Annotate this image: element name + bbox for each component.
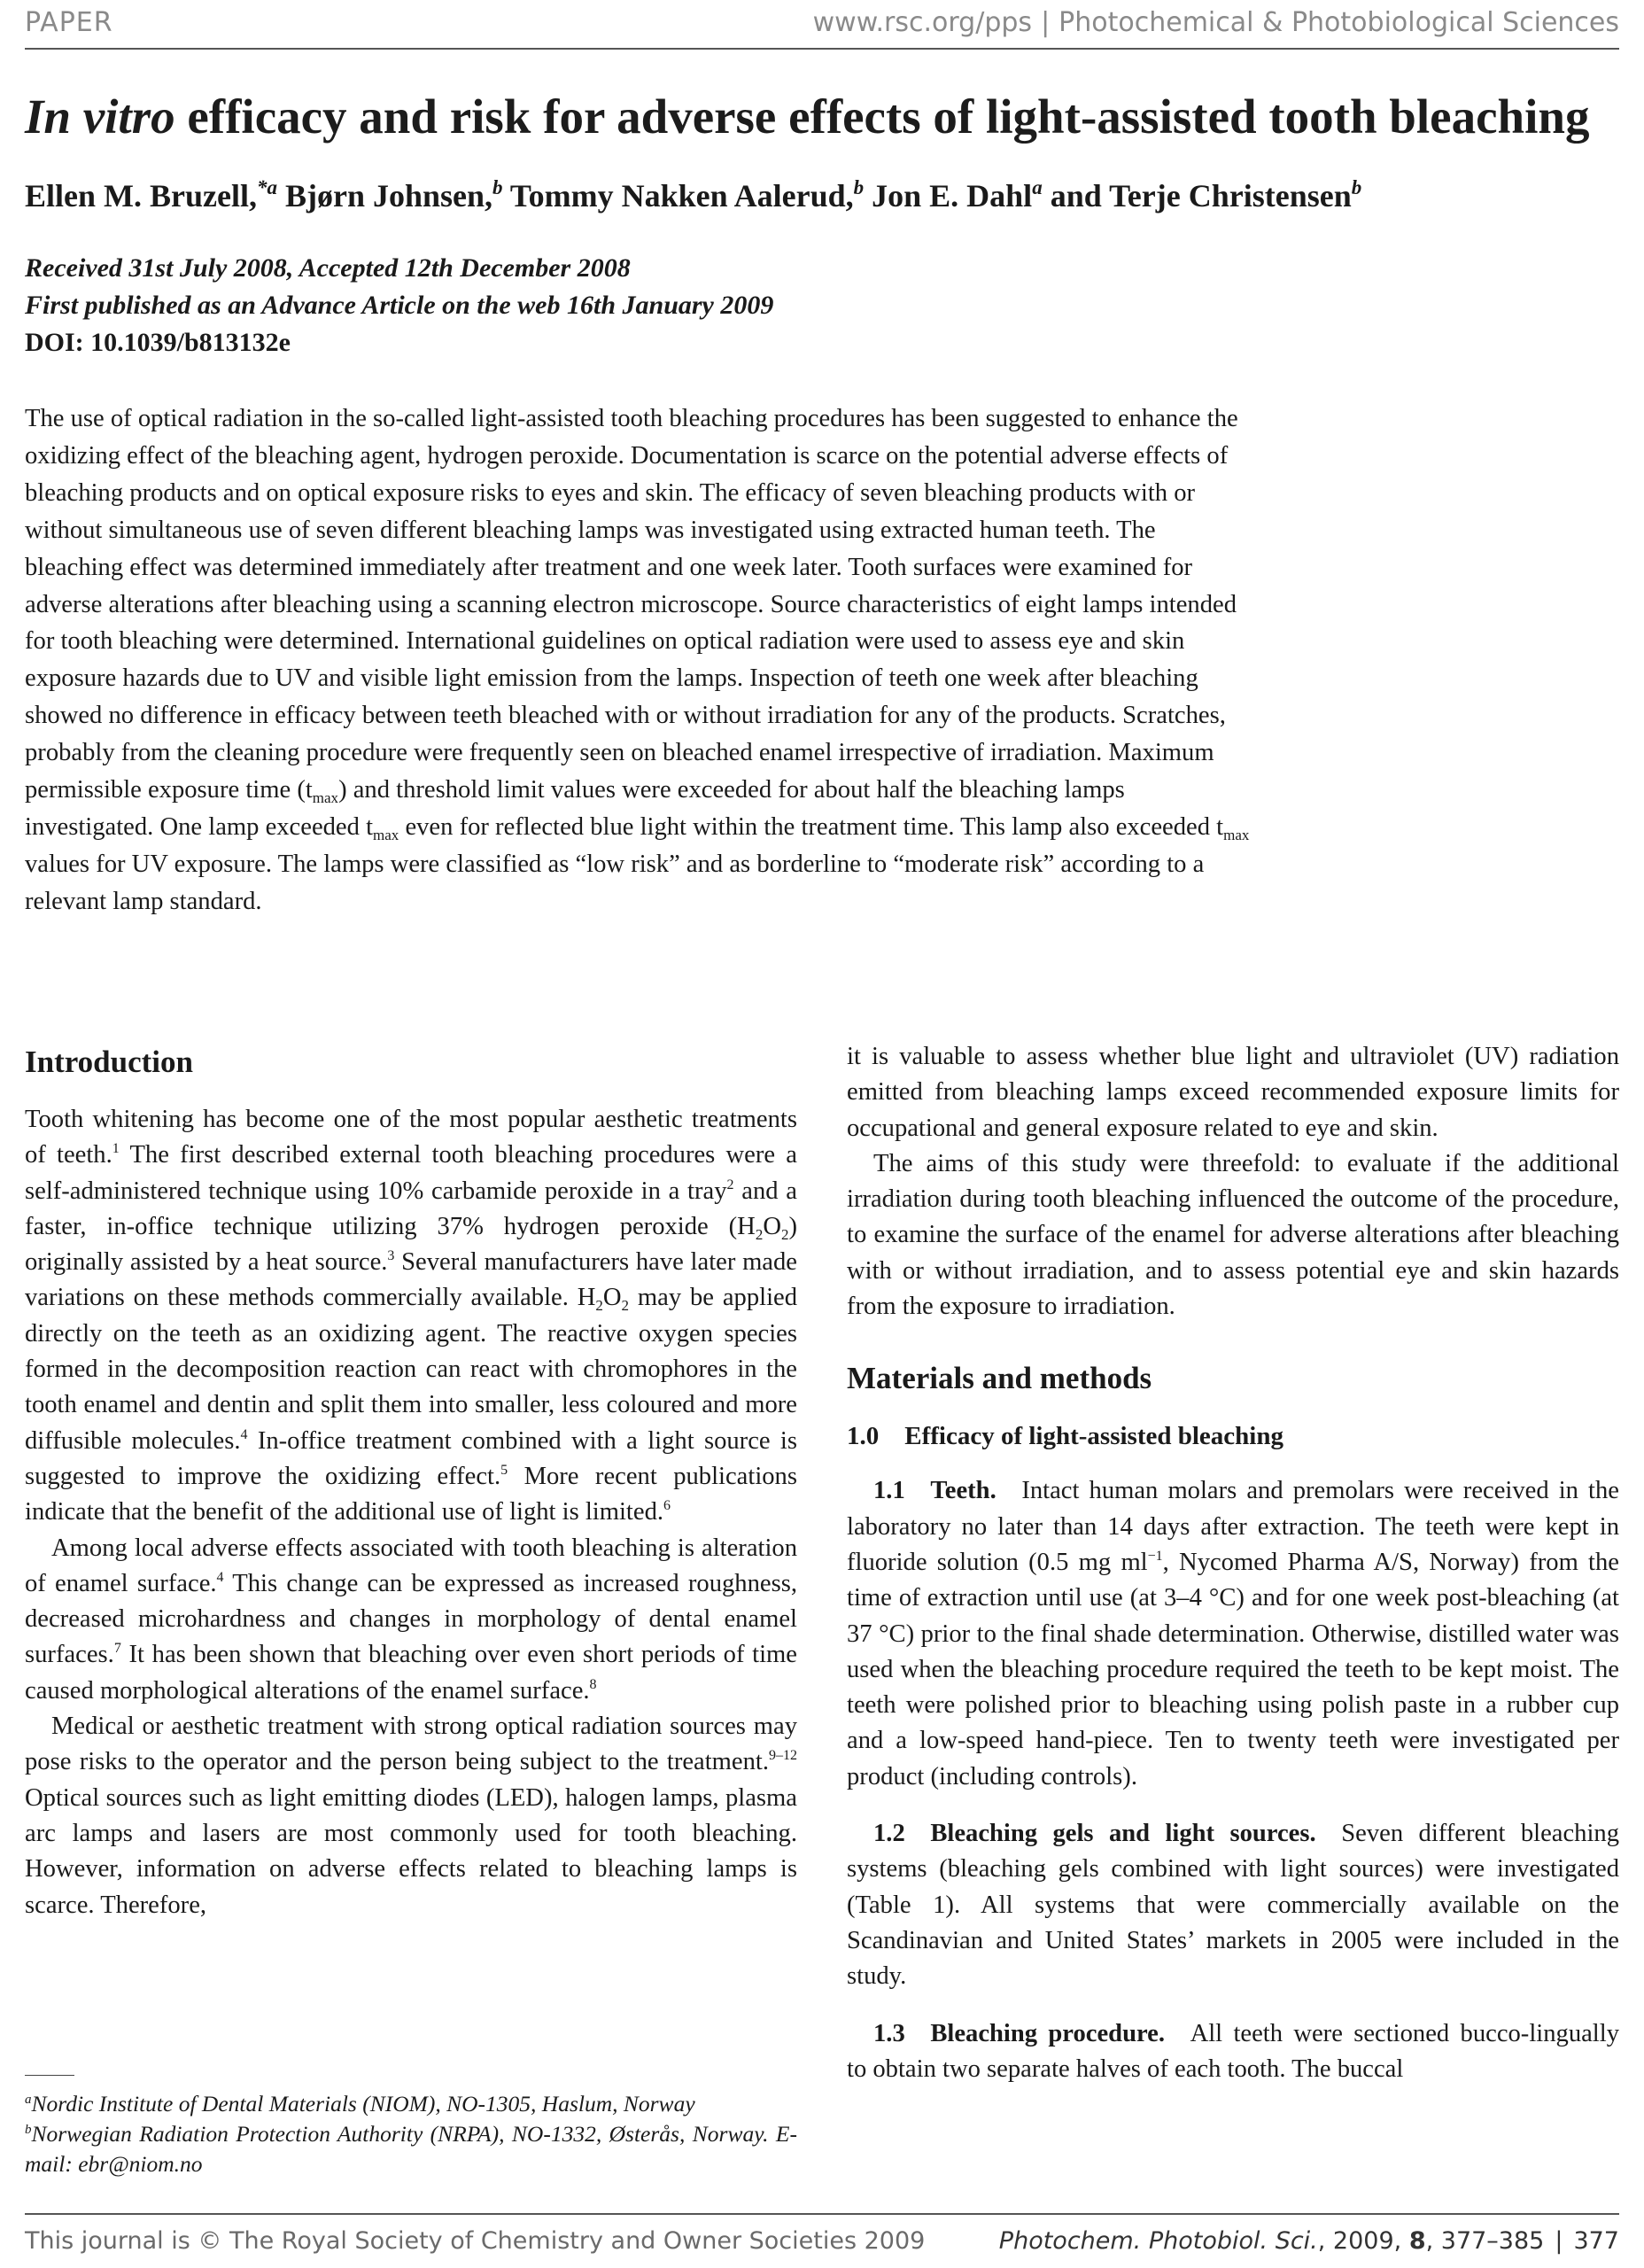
affiliation-footnotes	[25, 2089, 797, 2179]
author-name: Ellen M. Bruzell,	[25, 178, 257, 214]
methods-heading: Materials and methods	[847, 1361, 1152, 1396]
received-date: Received 31st July 2008, Accepted 12th December 2008	[25, 253, 631, 283]
abstract-text: even for reflected blue light within the treatment time. This lamp also exceeded t	[399, 812, 1224, 841]
footnote-a	[25, 2089, 797, 2119]
paragraph-text: may be applied directly on the teeth as an oxidizing agent. The reactive oxygen species formed in the decomposition reaction can react with chromophores in the tooth enamel and dentin and split them into smaller, less coloured and more diffusible molecules.	[25, 1284, 798, 1455]
paragraph-text: and a faster, in-office technique utilizing 37% hydrogen peroxide (H	[25, 1177, 797, 1240]
right-column	[847, 1039, 1619, 2087]
doi-link[interactable]: DOI: 10.1039/b813132e	[25, 328, 291, 357]
author-list	[25, 174, 1619, 218]
footnote-mark: a	[25, 2093, 32, 2107]
author-affiliation: b	[492, 176, 503, 198]
volume-number: 8	[1408, 2227, 1426, 2255]
spacer	[847, 1324, 1619, 1356]
subscript: 2	[595, 1297, 603, 1315]
methods-paragraph	[847, 1816, 1619, 1994]
header-right	[813, 7, 1619, 38]
citation-ref[interactable]: 4	[216, 1569, 224, 1585]
paragraph-text: Medical or aesthetic treatment with strong optical radiation sources may pose risks to the operator and the person being subject to the treatment.	[25, 1713, 797, 1776]
page-footer	[25, 2213, 1619, 2266]
citation-ref[interactable]: 8	[589, 1676, 597, 1692]
footnote-text: Nordic Institute of Dental Materials (NIOM), NO-1305, Haslum, Norway	[31, 2091, 695, 2117]
citation-ref[interactable]: 5	[500, 1462, 508, 1478]
runin-heading: 1.1 Teeth.	[873, 1477, 996, 1505]
footnote-rule	[25, 2075, 74, 2076]
subscript: max	[1223, 826, 1250, 843]
subsection-heading: 1.0 Efficacy of light-assisted bleaching	[847, 1422, 1283, 1451]
paragraph-text: Several manufacturers have later made variations on these methods commercially available. H	[25, 1248, 797, 1312]
subscript: 2	[780, 1225, 789, 1243]
subscript: 2	[755, 1225, 764, 1243]
author-affiliation: *a	[256, 176, 277, 198]
methods-paragraph	[847, 2016, 1619, 2088]
paragraph-text: Intact human molars and premolars were received in the laboratory no later than 14 days after extraction. The teeth were kept in fluoride solution (0.5 mg ml	[847, 1477, 1619, 1576]
intro-paragraph	[25, 1102, 797, 1531]
intro-paragraph	[25, 1709, 797, 1923]
spacer	[847, 1795, 1619, 1816]
section-label: PAPER	[25, 7, 113, 38]
subscript: max	[373, 826, 399, 843]
left-column	[25, 1040, 797, 1923]
paragraph-text: Tooth whitening has become one of the most popular aesthetic treatments of teeth.	[25, 1106, 797, 1169]
subscript: 2	[621, 1297, 630, 1315]
paragraph-text: All teeth were sectioned bucco-lingually to obtain two separate halves of each tooth. The buccal	[847, 2019, 1619, 2083]
author-affiliation: b	[1351, 176, 1362, 198]
title-rest: efficacy and risk for adverse effects of light-assisted tooth bleaching	[174, 89, 1590, 144]
paragraph-text: , Nycomed Pharma A/S, Norway) from the time of extraction until use (at 3–4 °C) and for one week post-bleaching (at 37 °C) prior to the final shade determination. Otherwise, distilled water was used when the bleaching procedure required the teeth to be kept moist. The teeth were polished prior to bleaching using polish paste in a rubber cup and a low-speed hand-piece. Ten to twenty teeth were investigated per product (including controls).	[847, 1548, 1619, 1790]
author-name: and Terje Christensen	[1042, 178, 1352, 214]
paragraph-text: O	[602, 1284, 622, 1312]
paragraph-text: More recent publications indicate that the benefit of the additional use of light is limited.	[25, 1462, 797, 1526]
footer-rule	[25, 2213, 1619, 2215]
citation-line	[999, 2227, 1619, 2255]
paragraph-text: Among local adverse effects associated with tooth bleaching is alteration of enamel surface.	[25, 1534, 797, 1597]
spacer	[847, 1995, 1619, 2016]
superscript: −1	[1147, 1548, 1163, 1564]
citation-ref[interactable]: 7	[113, 1641, 121, 1657]
footnote-mark: b	[25, 2123, 32, 2137]
author-name: Jon E. Dahl	[864, 178, 1033, 214]
paragraph-text: O	[763, 1212, 781, 1240]
footnote-text: Norwegian Radiation Protection Authority (NRPA), NO-1332, Østerås, Norway. E-mail: ebr@niom.no	[25, 2121, 797, 2177]
introduction-heading: Introduction	[25, 1045, 193, 1079]
author-affiliation: b	[853, 176, 865, 198]
page-header	[25, 2, 1619, 46]
page-range: , 377–385	[1425, 2227, 1545, 2255]
copyright-notice: This journal is © The Royal Society of Chemistry and Owner Societies 2009	[25, 2227, 926, 2255]
publication-info	[25, 250, 1176, 361]
citation-year: , 2009,	[1317, 2227, 1409, 2255]
first-published-date: First published as an Advance Article on the web 16th January 2009	[25, 291, 774, 320]
abstract-text: values for UV exposure. The lamps were classified as “low risk” and as borderline to “moderate risk” according to a relevant lamp standard.	[25, 850, 1205, 915]
runin-heading: 1.3 Bleaching procedure.	[873, 2019, 1165, 2047]
header-rule	[25, 48, 1619, 50]
paragraph-text: Optical sources such as light emitting diodes (LED), halogen lamps, plasma arc lamps and lasers are most commonly used for tooth bleaching. However, information on adverse effects related to bleaching lamps is scarce. Therefore,	[25, 1783, 797, 1919]
abstract-text: The use of optical radiation in the so-called light-assisted tooth bleaching procedures has been suggested to enhance the oxidizing effect of the bleaching agent, hydrogen peroxide. Documentation is scarce on the potential adverse effects of bleaching products and on optical exposure risks to eyes and skin. The efficacy of seven bleaching products with or without simultaneous use of seven different bleaching lamps was investigated using extracted human teeth. The bleaching effect was determined immediately after treatment and one week later. Tooth surfaces were examined for adverse alterations after bleaching using a scanning electron microscope. Source characteristics of eight lamps intended for tooth bleaching were determined. International guidelines on optical radiation were used to assess eye and skin exposure hazards due to UV and visible light emission from the lamps. Inspection of teeth one week after bleaching showed no difference in efficacy between teeth bleached with or without irradiation for any of the products. Scratches, probably from the cleaning procedure were frequently seen on bleached enamel irrespective of irradiation. Maximum permissible exposure time (t	[25, 405, 1238, 804]
citation-ref[interactable]: 6	[663, 1498, 671, 1514]
paragraph-text: ) originally assisted by a heat source.	[25, 1212, 797, 1277]
header-separator: |	[1041, 7, 1051, 38]
paragraph-text: The first described external tooth bleaching procedures were a self-administered technique using 10% carbamide peroxide in a tray	[25, 1141, 798, 1205]
footer-separator: |	[1555, 2227, 1563, 2255]
paragraph-text: This change can be expressed as increased roughness, decreased microhardness and changes in morphology of dental enamel surfaces.	[25, 1569, 797, 1669]
runin-heading: 1.2 Bleaching gels and light sources.	[873, 1820, 1316, 1848]
journal-name: Photochemical & Photobiological Sciences	[1059, 7, 1619, 38]
abstract	[25, 400, 1256, 920]
methods-paragraph	[847, 1473, 1619, 1795]
intro-paragraph	[25, 1531, 797, 1709]
author-name: Tommy Nakken Aalerud,	[502, 178, 854, 214]
abstract-text: ) and threshold limit values were exceeded for about half the bleaching lamps investigated. One lamp exceeded t	[25, 776, 1125, 841]
paragraph-text: Seven different bleaching systems (bleaching gels combined with light sources) were investigated (Table 1). All systems that were commercially available on the Scandinavian and United States’ markets in 2005 were included in the study.	[847, 1820, 1619, 1991]
citation-ref[interactable]: 4	[240, 1426, 248, 1442]
journal-abbrev: Photochem. Photobiol. Sci.	[998, 2227, 1318, 2255]
article-title	[25, 85, 1619, 149]
citation-ref[interactable]: 2	[726, 1177, 734, 1192]
paragraph-text: It has been shown that bleaching over even short periods of time caused morphological alterations of the enamel surface.	[25, 1641, 797, 1705]
journal-url-link[interactable]: www.rsc.org/pps	[812, 7, 1033, 38]
aims-paragraph: The aims of this study were threefold: to evaluate if the additional irradiation during tooth bleaching influenced the outcome of the procedure, to examine the surface of the enamel for adverse alterations after bleaching with or without irradiation, and to assess potential eye and skin hazards from the exposure to irradiation.	[847, 1149, 1619, 1321]
paragraph-text: In-office treatment combined with a light source is suggested to improve the oxidizing effect.	[25, 1426, 797, 1490]
author-name: Bjørn Johnsen,	[276, 178, 493, 214]
citation-ref[interactable]: 1	[112, 1141, 120, 1157]
citation-ref[interactable]: 3	[387, 1248, 395, 1264]
citation-ref[interactable]: 9–12	[769, 1748, 797, 1764]
author-affiliation: a	[1032, 176, 1043, 198]
footnote-b	[25, 2119, 797, 2179]
title-italic: In vitro	[25, 89, 175, 144]
intro-paragraph-continued: it is valuable to assess whether blue light and ultraviolet (UV) radiation emitted from bleaching lamps exceed recommended exposure limits for occupational and general exposure related to eye and skin.	[847, 1043, 1619, 1142]
subscript: max	[312, 789, 339, 807]
page-number: 377	[1573, 2227, 1619, 2255]
